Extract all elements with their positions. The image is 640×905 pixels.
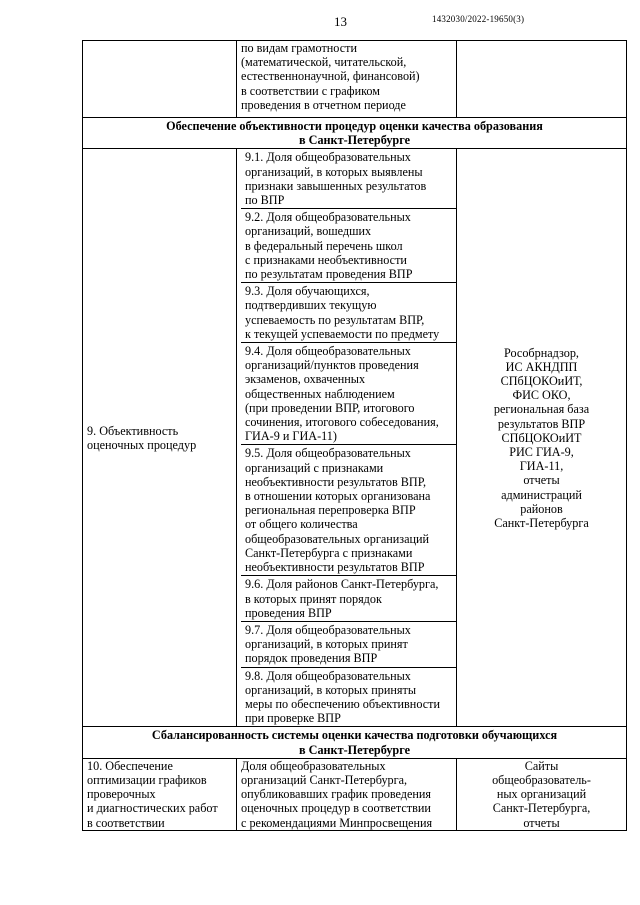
indicator-9-1: 9.1. Доля общеобразовательных организаций, в которых выявлены признаки завышенных результатов по ВПР (241, 149, 456, 209)
task9-text: 9. Объективность оценочных процедур (87, 423, 197, 452)
indicator-9-7: 9.7. Доля общеобразовательных организаций, в которых принят порядок проведения ВПР (241, 622, 456, 668)
section-title-objectivity (83, 118, 627, 149)
page-number: 13 (334, 14, 347, 29)
indicator-9-4: 9.4. Доля общеобразовательных организаций/пунктов проведения экзаменов, охваченных общественных наблюдением (при проведении ВПР, итогового сочинения, итогового собеседования, ГИА-9 и ГИА-11) (241, 343, 456, 445)
indicator-9-6: 9.6. Доля районов Санкт-Петербурга, в которых принят порядок проведения ВПР (241, 576, 456, 622)
section-row (83, 727, 627, 758)
task10-source-cell (457, 758, 627, 830)
task9-indicators-cell (237, 149, 457, 727)
indicators-table (82, 40, 627, 831)
task9-cell (83, 149, 237, 727)
continuation-indicator-cell (237, 41, 457, 118)
task10-cell (83, 758, 237, 830)
section-row (83, 118, 627, 149)
indicator-9-8: 9.8. Доля общеобразовательных организаций, в которых приняты меры по обеспечению объективности при проверке ВПР (245, 668, 440, 726)
document-code: 1432030/2022-19650(3) (432, 14, 525, 24)
task10-source-text: Сайты общеобразователь- ных организаций Санкт-Петербурга, отчеты (492, 758, 591, 830)
task10-indicator-cell (237, 758, 457, 830)
continuation-source-cell (457, 41, 627, 118)
section-title-balance (83, 727, 627, 758)
task9-source-cell (457, 149, 627, 727)
indicator-9-5: 9.5. Доля общеобразовательных организаций с признаками необъективности результатов ВПР, в отношении которых организована региональная перепроверка ВПР от общего количества общеобразовательных организаций Санкт-Петербурга с признаками необъективности результатов ВПР (241, 445, 456, 576)
continuation-task-cell (83, 41, 237, 118)
continuation-row (83, 41, 627, 118)
continuation-indicator-text: по видам грамотности (математической, читательской, естественнонаучной, финансовой) в соответствии с графиком проведения в отчетном периоде (241, 41, 420, 112)
task9-row (83, 149, 627, 727)
indicator-9-3: 9.3. Доля обучающихся, подтвердивших текущую успеваемость по результатам ВПР, к текущей успеваемости по предмету (241, 283, 456, 343)
task9-source-text: Рособрнадзор, ИС АКНДПП СПбЦОКОиИТ, ФИС ОКО, региональная база результатов ВПР СПбЦОКОиИТ РИС ГИА-9, ГИА-11, отчеты администраций районов Санкт-Петербурга (493, 345, 590, 530)
task10-row (83, 758, 627, 830)
section-title-balance-text: Сбалансированность системы оценки качества подготовки обучающихся в Санкт-Петербурге (151, 728, 558, 757)
section-title-objectivity-text: Обеспечение объективности процедур оценки качества образования в Санкт-Петербурге (166, 119, 543, 148)
indicator-9-2: 9.2. Доля общеобразовательных организаций, вошедших в федеральный перечень школ с признаками необъективности по результатам проведения ВПР (241, 209, 456, 283)
task10-text: 10. Обеспечение оптимизации графиков проверочных и диагностических работ в соответствии (87, 758, 218, 830)
task10-indicator-text: Доля общеобразовательных организаций Санкт-Петербурга, опубликовавших график проведения оценочных процедур в соответствии с рекомендациями Минпросвещения (241, 758, 433, 830)
